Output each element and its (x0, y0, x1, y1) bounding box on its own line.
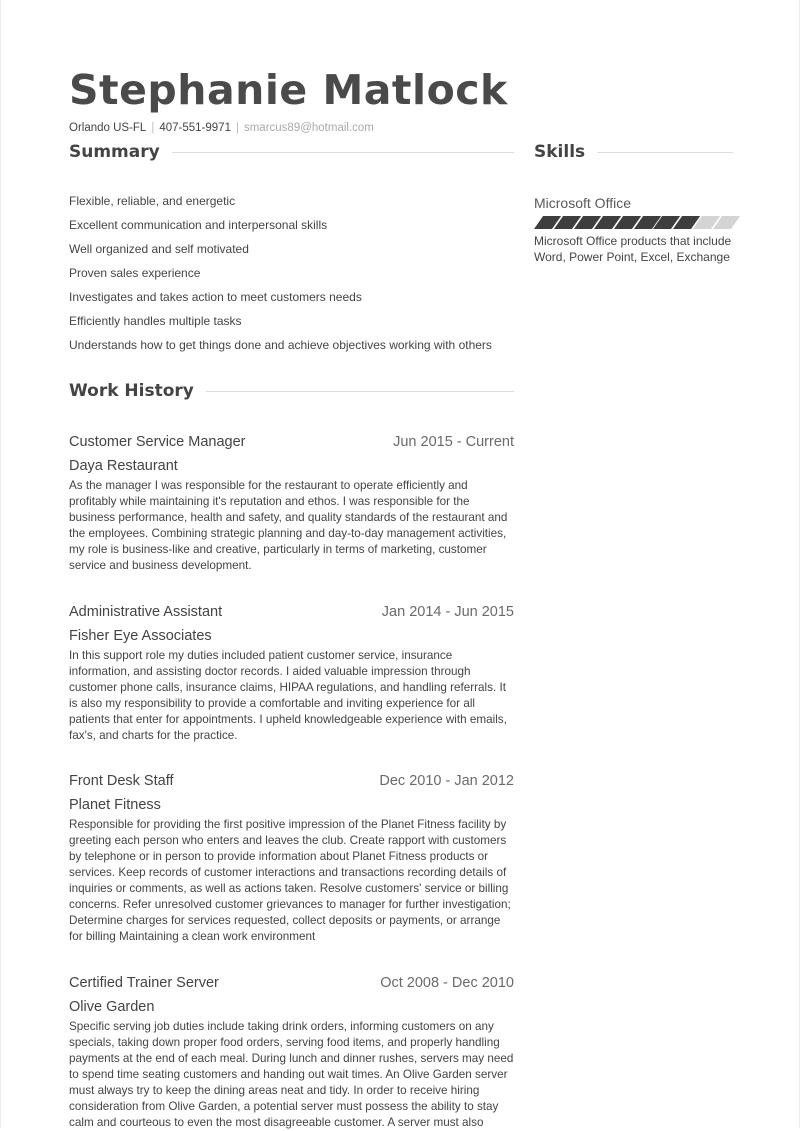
separator: | (235, 122, 239, 134)
location: Orlando US-FL (69, 122, 147, 134)
job-title: Certified Trainer Server (69, 975, 219, 991)
job-description: Responsible for providing the first positive impression of the Planet Fitness facility by greeting each person who enters and leaves the club. Create rapport with customers by telephone or in person to provide information about Planet Fitness products or services. Keep records of customer interactions and transactions recording details of inquiries or comments, as well as actions taken. Resolve customers' service or billing concerns. Refer unresolved customer grievances to manager for further investigation; Determine charges for services requested, collect deposits or payments, or arrange for billing Maintaining a clean work environment (69, 818, 511, 943)
summary-item: Well organized and self motivated (69, 242, 249, 256)
phone: 407-551-9971 (159, 122, 231, 134)
job-title: Front Desk Staff (69, 773, 174, 789)
job-company: Olive Garden (69, 999, 155, 1015)
job-company: Planet Fitness (69, 797, 161, 813)
skill-level-bar (534, 216, 733, 229)
job-company: Daya Restaurant (69, 458, 178, 474)
skill-entry (534, 194, 733, 265)
job-description: In this support role my duties included patient customer service, insurance information, and assisting doctor records. I aided valuable impression through customer phone calls, insurance claims, HIPAA regulations, and handling referrals. It is also my responsibility to provide a comfortable and inviting experience for all patients that enter for appointments. I upheld knowledgeable experience with emails, fax's, and charts for the practice. (69, 649, 507, 742)
contact-line (69, 122, 374, 134)
job-title: Administrative Assistant (69, 604, 223, 620)
job-dates: Jun 2015 - Current (393, 434, 514, 450)
summary-item: Efficiently handles multiple tasks (69, 314, 242, 328)
job-entry (69, 432, 514, 574)
divider (206, 391, 514, 392)
job-dates: Dec 2010 - Jan 2012 (379, 773, 514, 789)
job-dates: Jan 2014 - Jun 2015 (381, 604, 514, 620)
skill-description: Microsoft Office products that include Word, Power Point, Excel, Exchange (534, 234, 732, 264)
summary-item: Excellent communication and interpersonal skills (69, 218, 328, 232)
separator: | (151, 122, 155, 134)
summary-heading (69, 142, 514, 162)
divider (597, 152, 733, 153)
summary-item: Flexible, reliable, and energetic (69, 194, 236, 208)
summary-item: Understands how to get things done and achieve objectives working with others (69, 338, 492, 352)
job-entry (69, 602, 514, 744)
skills-heading (534, 142, 733, 162)
work-history-title: Work History (69, 381, 194, 401)
job-description: Specific serving job duties include taking drink orders, informing customers on any specials, taking down proper food orders, serving food items, and properly handling payments at the end of each meal. During lunch and dinner rushes, servers may need to spend time seating customers and handing out wait times. An Olive Garden server must always try to keep the dining areas neat and tidy. In order to receive hiring consideration from Olive Garden, a potential server must possess the ability to stay calm and courteous to even the most disagreeable customer. A server must also (69, 1020, 514, 1129)
summary-title: Summary (69, 142, 160, 162)
divider (172, 152, 514, 153)
job-company: Fisher Eye Associates (69, 628, 212, 644)
job-entry (69, 973, 514, 1131)
summary-list (69, 192, 492, 360)
work-history-heading (69, 381, 514, 401)
skills-title: Skills (534, 142, 586, 162)
summary-item: Proven sales experience (69, 266, 201, 280)
email: smarcus89@hotmail.com (243, 122, 374, 134)
job-dates: Oct 2008 - Dec 2010 (380, 975, 514, 991)
candidate-name: Stephanie Matlock (69, 66, 508, 114)
skill-name: Microsoft Office (534, 195, 631, 211)
job-entry (69, 771, 514, 945)
job-title: Customer Service Manager (69, 434, 246, 450)
summary-item: Investigates and takes action to meet customers needs (69, 290, 362, 304)
job-description: As the manager I was responsible for the restaurant to operate efficiently and profitably while maintaining it's reputation and ethos. I was responsible for the business performance, health and safety, and quality standards of the restaurant and the employees. Combining strategic planning and day-to-day management activities, my role is business-like and creative, particularly in terms of marketing, customer service and business development. (69, 479, 508, 572)
